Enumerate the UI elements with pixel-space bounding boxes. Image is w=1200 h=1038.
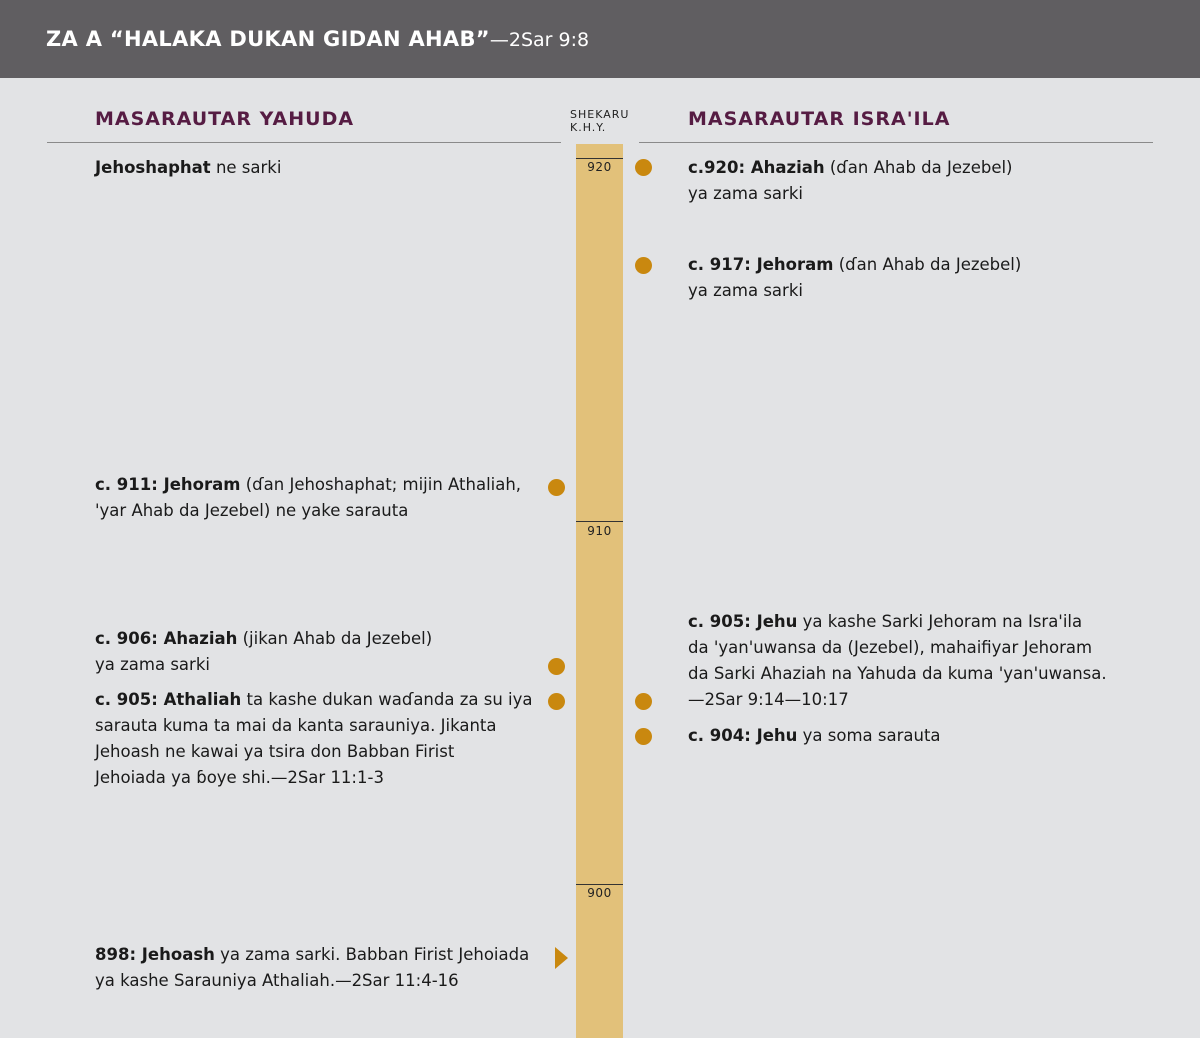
right-entry-ahaziah-920: [688, 155, 1158, 207]
right-entry-jehu-904: [688, 723, 1158, 749]
timeline-tick-label-900: 900: [587, 886, 612, 900]
entry-line: sarauta kuma ta mai da kanta sarauniya. Jikanta: [95, 716, 497, 735]
entry-text: ta kashe dukan waɗanda za su iya: [241, 690, 533, 709]
entry-line: ya zama sarki: [95, 655, 210, 674]
header-banner: [0, 0, 1200, 78]
marker-dot-ahaziah-920: [635, 159, 652, 176]
left-column-heading: MASARAUTAR YAHUDA: [95, 108, 355, 130]
axis-label: [570, 108, 640, 134]
entry-text: ne sarki: [210, 158, 282, 177]
entry-line: —2Sar 9:14—10:17: [688, 690, 849, 709]
timeline-bar: [576, 144, 623, 1038]
timeline-tick-label-920: 920: [587, 160, 612, 174]
left-entry-jehoshaphat: [95, 155, 535, 181]
page-title: [46, 27, 589, 51]
timeline-tick-label-910: 910: [587, 524, 612, 538]
left-entry-ahaziah-906: [95, 626, 545, 678]
left-entry-jehoash-898: [95, 942, 545, 994]
timeline-tick-900: [576, 884, 623, 885]
entry-line: da Sarki Ahaziah na Yahuda da kuma 'yan'uwansa.: [688, 664, 1107, 683]
axis-label-line2: K.H.Y.: [570, 121, 607, 134]
entry-line: Jehoash ne kawai ya tsira don Babban Firist: [95, 742, 455, 761]
right-entry-jehoram-917: [688, 252, 1158, 304]
marker-dot-jehoram-917: [635, 257, 652, 274]
marker-arrow-jehoash-898: [555, 947, 568, 969]
entry-bold: 898: Jehoash: [95, 945, 215, 964]
entry-bold: c. 904: Jehu: [688, 726, 798, 745]
marker-dot-ahaziah-906: [548, 658, 565, 675]
title-reference: —2Sar 9:8: [489, 29, 590, 51]
entry-bold: c. 905: Jehu: [688, 612, 798, 631]
title-text: ZA A “HALAKA DUKAN GIDAN AHAB”: [46, 27, 490, 51]
entry-text: ya zama sarki. Babban Firist Jehoiada: [214, 945, 530, 964]
entry-line: 'yar Ahab da Jezebel) ne yake sarauta: [95, 501, 409, 520]
entry-text: (jikan Ahab da Jezebel): [237, 629, 433, 648]
entry-line: da 'yan'uwansa da (Jezebel), mahaifiyar Jehoram: [688, 638, 1093, 657]
axis-label-line1: SHEKARU: [570, 108, 630, 121]
right-column-heading: MASARAUTAR ISRA'ILA: [688, 108, 951, 130]
entry-text: ya kashe Sarki Jehoram na Isra'ila: [797, 612, 1083, 631]
left-entry-jehoram-911: [95, 472, 545, 524]
entry-bold: c.920: Ahaziah: [688, 158, 825, 177]
entry-bold: c. 911: Jehoram: [95, 475, 241, 494]
entry-line: ya zama sarki: [688, 281, 803, 300]
entry-bold: c. 905: Athaliah: [95, 690, 242, 709]
entry-text: (ɗan Ahab da Jezebel): [833, 255, 1022, 274]
marker-dot-athaliah-905: [548, 693, 565, 710]
marker-dot-jehoram-911: [548, 479, 565, 496]
entry-line: Jehoiada ya ɓoye shi.—2Sar 11:1-3: [95, 768, 384, 787]
timeline-tick-910: [576, 521, 623, 522]
timeline-tick-920: [576, 158, 623, 159]
entry-text: (ɗan Ahab da Jezebel): [824, 158, 1013, 177]
right-heading-rule: [639, 142, 1153, 143]
entry-text: ya soma sarauta: [797, 726, 941, 745]
right-entry-jehu-905: [688, 609, 1168, 713]
left-heading-rule: [47, 142, 561, 143]
entry-bold: c. 906: Ahaziah: [95, 629, 238, 648]
left-entry-athaliah-905: [95, 687, 545, 791]
entry-bold: Jehoshaphat: [95, 158, 211, 177]
marker-dot-jehu-904: [635, 728, 652, 745]
entry-text: (ɗan Jehoshaphat; mijin Athaliah,: [240, 475, 522, 494]
entry-bold: c. 917: Jehoram: [688, 255, 834, 274]
marker-dot-jehu-905: [635, 693, 652, 710]
entry-line: ya kashe Sarauniya Athaliah.—2Sar 11:4-16: [95, 971, 459, 990]
entry-line: ya zama sarki: [688, 184, 803, 203]
